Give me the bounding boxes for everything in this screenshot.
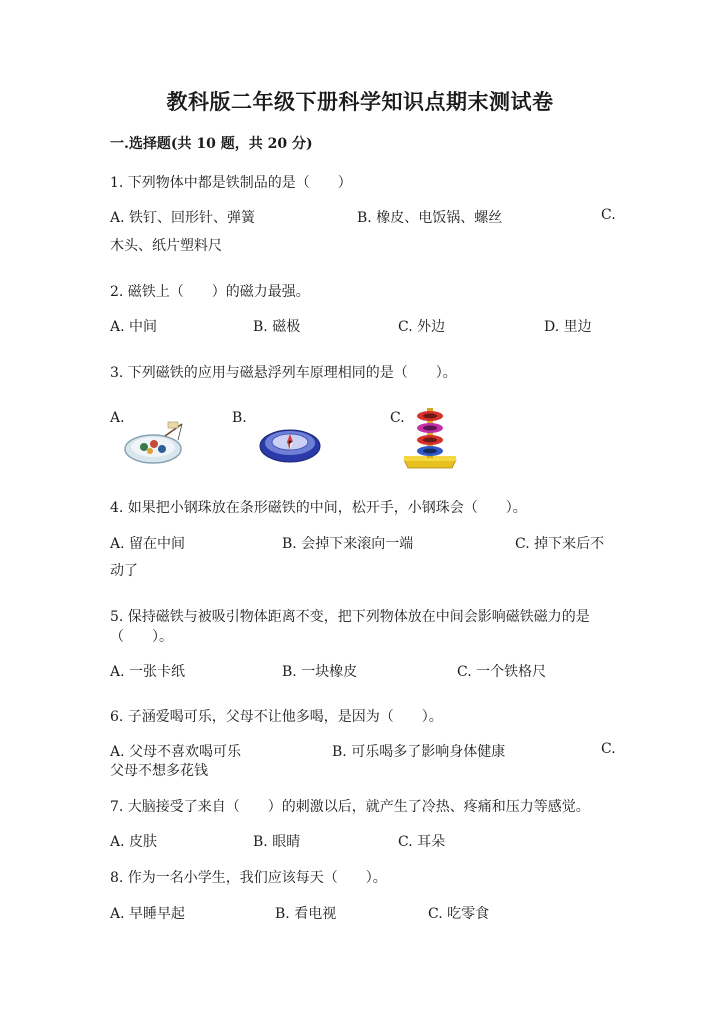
- question-5-continued: （ ）。: [110, 629, 173, 645]
- q6-option-b[interactable]: B. 可乐喝多了影响身体健康: [332, 744, 506, 760]
- q2-option-a[interactable]: A. 中间: [110, 319, 158, 335]
- q5-option-a[interactable]: A. 一张卡纸: [110, 664, 186, 680]
- magnetic-fishing-toy-image[interactable]: [120, 416, 190, 466]
- question-1: 1. 下列物体中都是铁制品的是（ ）: [110, 175, 352, 191]
- question-4: 4. 如果把小钢珠放在条形磁铁的中间，松开手，小钢珠会（ ）。: [110, 500, 527, 516]
- q7-option-c[interactable]: C. 耳朵: [398, 834, 446, 850]
- question-8: 8. 作为一名小学生，我们应该每天（ ）。: [110, 870, 387, 886]
- q2-option-b[interactable]: B. 磁极: [253, 319, 301, 335]
- q4-option-b[interactable]: B. 会掉下来滚向一端: [282, 536, 414, 552]
- section-heading: 一.选择题(共 10 题，共 20 分): [110, 136, 313, 152]
- question-2: 2. 磁铁上（ ）的磁力最强。: [110, 284, 310, 300]
- q1-option-a[interactable]: A. 铁钉、回形针、弹簧: [110, 210, 256, 226]
- question-5: 5. 保持磁铁与被吸引物体距离不变，把下列物体放在中间会影响磁铁磁力的是: [110, 609, 590, 625]
- q3-option-c[interactable]: C.: [390, 410, 405, 426]
- q8-option-b[interactable]: B. 看电视: [275, 906, 337, 922]
- q3-option-a[interactable]: A.: [110, 410, 125, 426]
- q6-option-a[interactable]: A. 父母不喜欢喝可乐: [110, 744, 242, 760]
- q6-option-c-text: 父母不想多花钱: [110, 763, 208, 779]
- q2-option-d[interactable]: D. 里边: [544, 319, 592, 335]
- q5-option-c[interactable]: C. 一个铁格尺: [457, 664, 547, 680]
- q4-option-a[interactable]: A. 留在中间: [110, 536, 186, 552]
- q1-option-b[interactable]: B. 橡皮、电饭锅、螺丝: [357, 210, 503, 226]
- question-6: 6. 子涵爱喝可乐，父母不让他多喝，是因为（ ）。: [110, 709, 443, 725]
- q1-option-c[interactable]: C.: [601, 207, 616, 223]
- levitating-magnet-rings-image[interactable]: [400, 404, 460, 472]
- page-title: 教科版二年级下册科学知识点期末测试卷: [166, 89, 554, 114]
- q4-option-c-text: 动了: [110, 563, 138, 579]
- q4-option-c[interactable]: C. 掉下来后不: [515, 536, 605, 552]
- compass-image[interactable]: [256, 414, 324, 466]
- question-7: 7. 大脑接受了来自（ ）的刺激以后，就产生了冷热、疼痛和压力等感觉。: [110, 799, 590, 815]
- question-3: 3. 下列磁铁的应用与磁悬浮列车原理相同的是（ ）。: [110, 365, 457, 381]
- q7-option-b[interactable]: B. 眼睛: [253, 834, 301, 850]
- q8-option-c[interactable]: C. 吃零食: [428, 906, 490, 922]
- q7-option-a[interactable]: A. 皮肤: [110, 834, 158, 850]
- q5-option-b[interactable]: B. 一块橡皮: [282, 664, 358, 680]
- q3-option-b[interactable]: B.: [232, 410, 247, 426]
- q6-option-c[interactable]: C.: [601, 741, 616, 757]
- q1-option-c-text: 木头、纸片塑料尺: [110, 238, 222, 254]
- q8-option-a[interactable]: A. 早睡早起: [110, 906, 186, 922]
- q2-option-c[interactable]: C. 外边: [398, 319, 446, 335]
